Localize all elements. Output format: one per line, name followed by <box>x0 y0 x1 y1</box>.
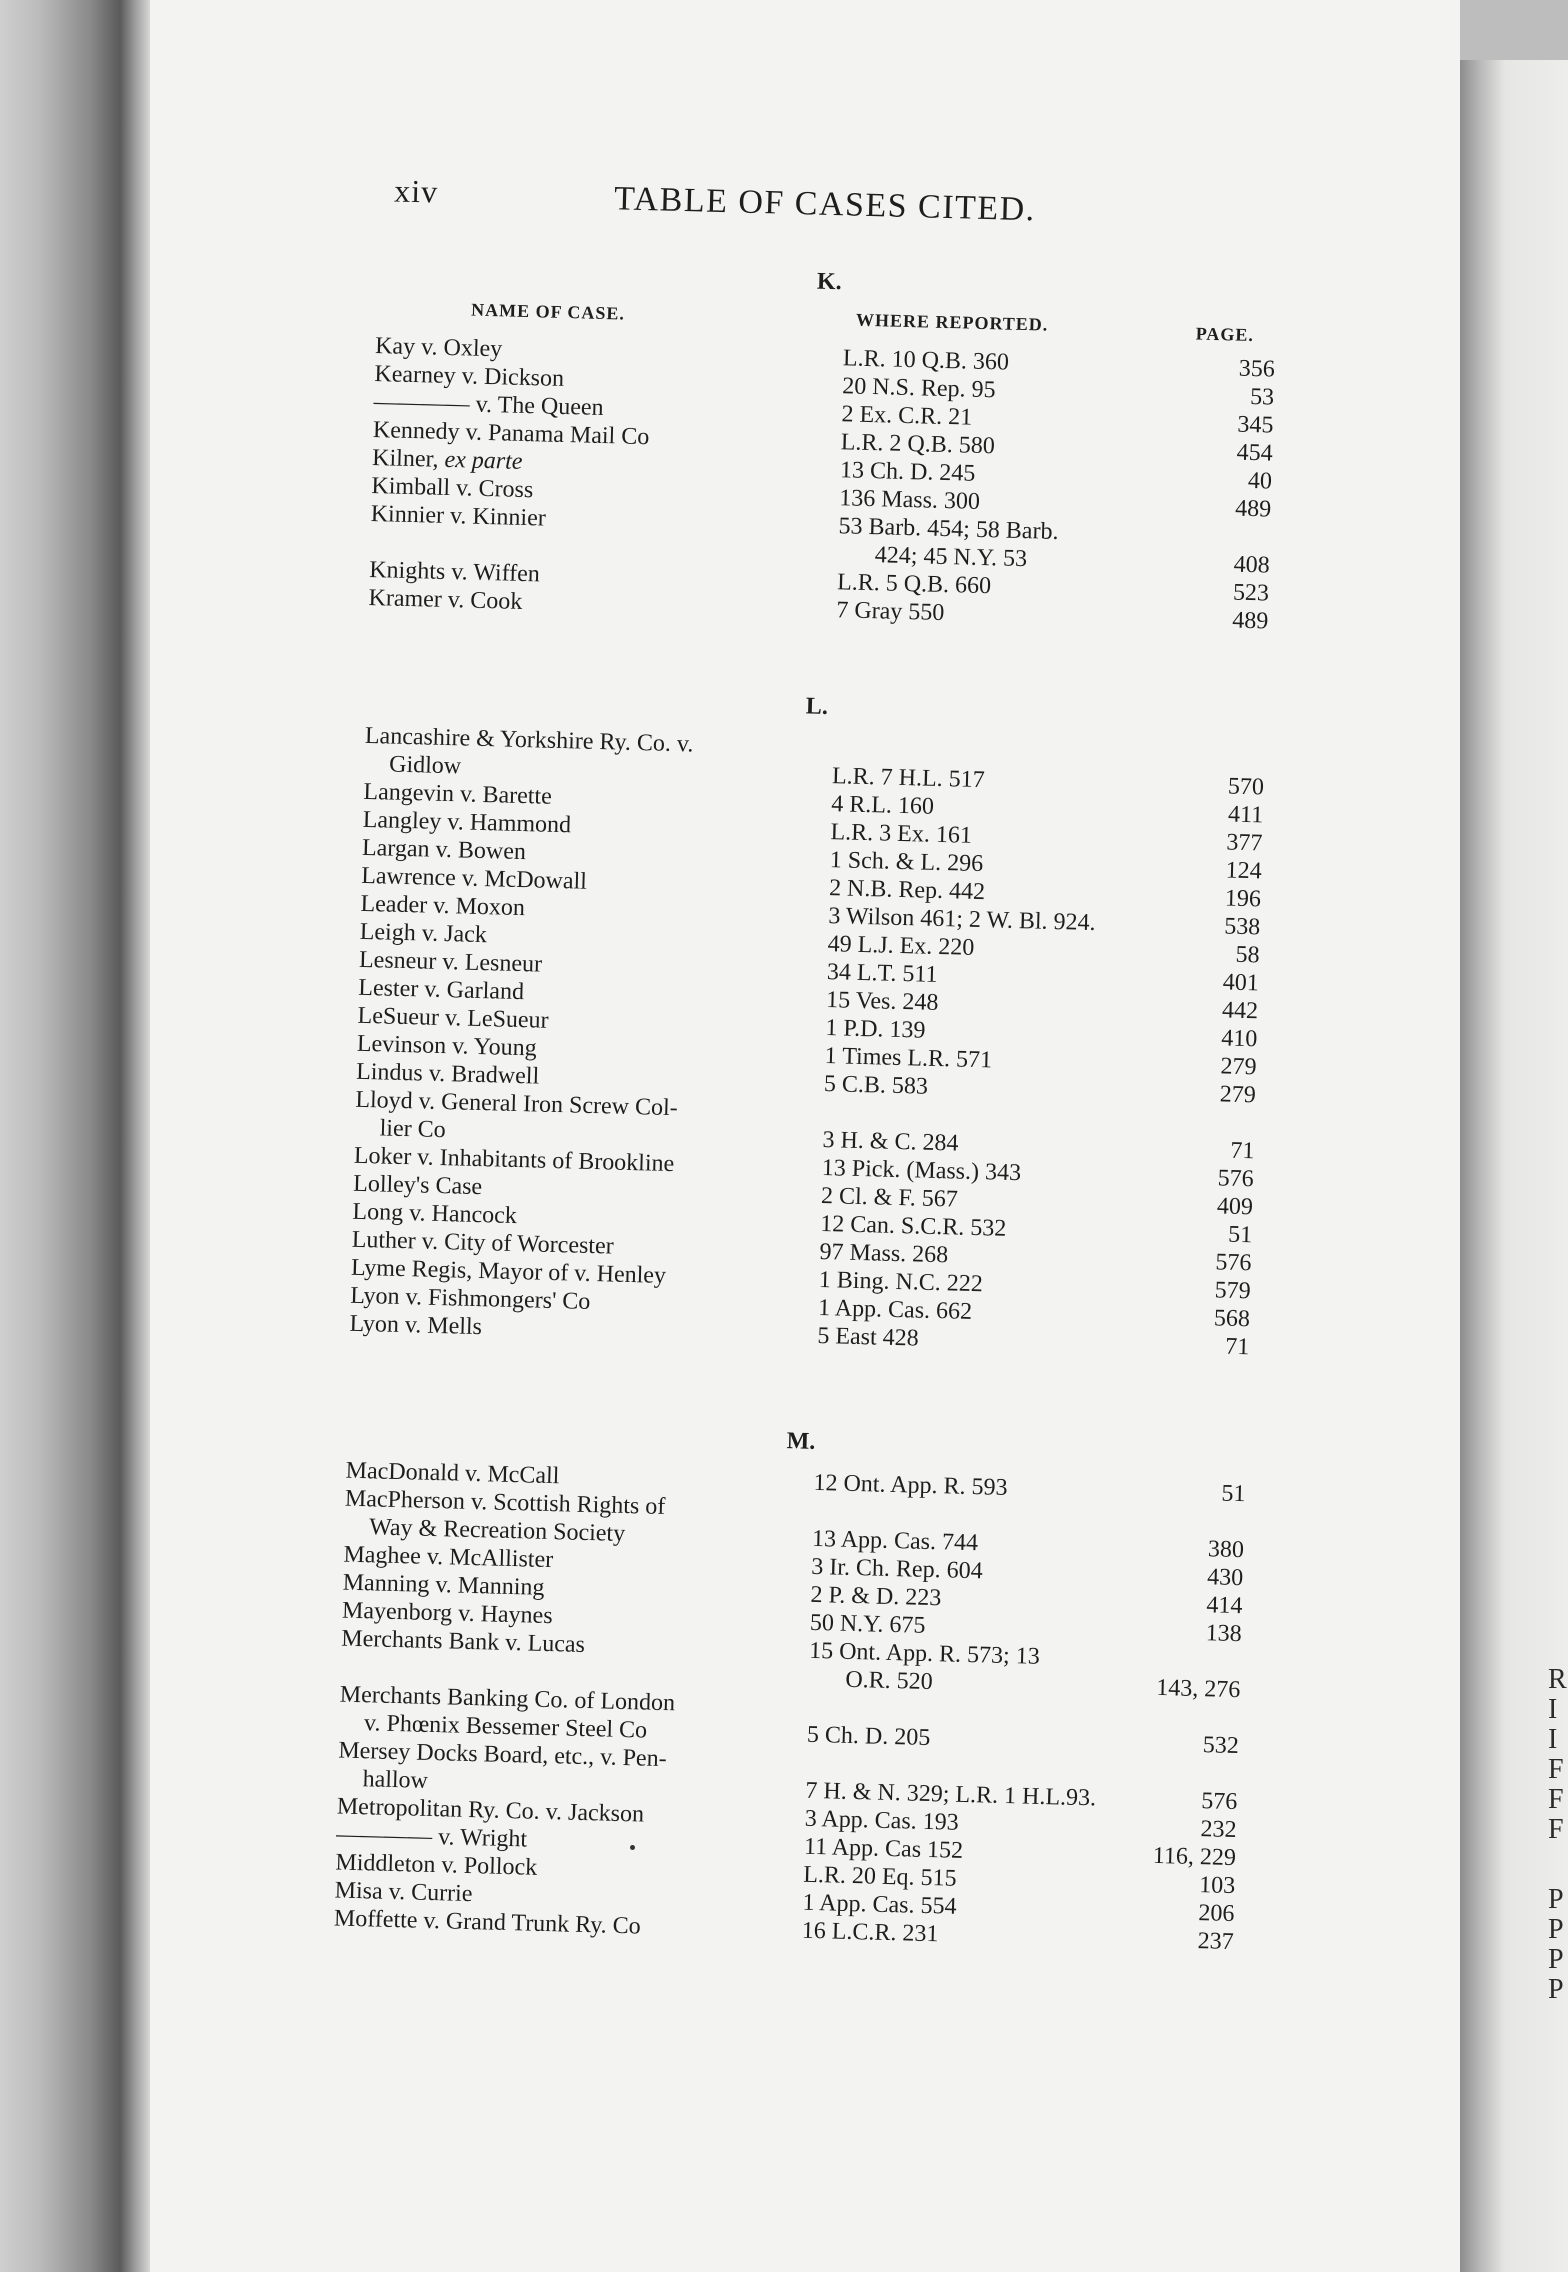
case-reference: L.R. 5 Q.B. 660 <box>836 569 992 600</box>
case-name: Long v. Hancock <box>352 1198 518 1230</box>
case-page: 103 <box>1198 1872 1236 1900</box>
case-page: 196 <box>1224 885 1262 913</box>
case-reference: 50 N.Y. 675 <box>809 1609 926 1639</box>
case-name: Lyon v. Fishmongers' Co <box>349 1282 591 1315</box>
case-reference: 16 L.C.R. 231 <box>801 1917 939 1948</box>
column-page: PAGE. <box>1195 323 1255 346</box>
case-name: Maghee v. McAllister <box>343 1541 554 1574</box>
case-page: 579 <box>1214 1277 1252 1305</box>
case-page: 408 <box>1233 551 1271 579</box>
case-reference: 2 P. & D. 223 <box>810 1581 942 1612</box>
case-page: 138 <box>1205 1620 1243 1648</box>
case-page: 411 <box>1227 801 1264 829</box>
case-name: Lindus v. Bradwell <box>355 1058 540 1090</box>
book-spine <box>0 0 150 2272</box>
case-page: 71 <box>1224 1333 1250 1361</box>
case-name: hallow <box>362 1766 429 1794</box>
case-page: 279 <box>1220 1053 1257 1081</box>
case-page: 401 <box>1222 969 1260 997</box>
case-name: Middleton v. Pollock <box>335 1849 538 1881</box>
case-name: Luther v. City of Worcester <box>351 1226 615 1260</box>
case-name: Leader v. Moxon <box>360 890 526 922</box>
case-name: Kilner, ex parte <box>371 444 523 475</box>
case-name: Kearney v. Dickson <box>374 361 565 392</box>
case-name: Manning v. Manning <box>342 1569 545 1601</box>
case-reference: 3 Wilson 461; 2 W. Bl. 924. <box>828 903 1096 937</box>
case-page: 237 <box>1197 1928 1235 1956</box>
case-page: 232 <box>1200 1816 1237 1844</box>
case-reference: 2 Ex. C.R. 21 <box>841 401 973 431</box>
case-reference: L.R. 20 Eq. 515 <box>802 1861 957 1892</box>
case-name: Langevin v. Barette <box>363 778 553 810</box>
case-name: Kennedy v. Panama Mail Co <box>372 417 650 451</box>
case-name: Kramer v. Cook <box>368 584 523 615</box>
case-reference: 2 Cl. & F. 567 <box>820 1182 959 1213</box>
case-page: 538 <box>1223 913 1261 941</box>
case-name: Misa v. Currie <box>334 1877 473 1908</box>
case-reference: 20 N.S. Rep. 95 <box>841 373 996 404</box>
ink-speck <box>630 1845 635 1850</box>
facing-letter: F <box>1548 1814 1564 1845</box>
case-name: Mersey Docks Board, etc., v. Pen- <box>338 1737 667 1773</box>
case-page: 430 <box>1206 1564 1244 1592</box>
case-name: Loker v. Inhabitants of Brookline <box>353 1142 675 1178</box>
page-number: xiv <box>393 172 439 210</box>
case-name: Langley v. Hammond <box>362 806 572 839</box>
case-page: 124 <box>1225 857 1263 885</box>
case-reference: 1 Bing. N.C. 222 <box>818 1266 984 1298</box>
case-page: 377 <box>1226 829 1263 857</box>
case-page: 116, 229 <box>1152 1842 1237 1872</box>
section-heading-m: M. <box>786 1428 816 1455</box>
case-reference: 34 L.T. 511 <box>826 959 938 988</box>
case-page: 576 <box>1215 1249 1252 1277</box>
case-reference: 12 Ont. App. R. 593 <box>813 1469 1008 1501</box>
case-page: 409 <box>1216 1193 1254 1221</box>
case-reference: 3 Ir. Ch. Rep. 604 <box>811 1553 983 1585</box>
case-reference: 2 N.B. Rep. 442 <box>828 875 986 906</box>
case-name: Kay v. Oxley <box>374 333 503 363</box>
case-page: 442 <box>1221 997 1259 1025</box>
case-page: 40 <box>1247 467 1273 495</box>
case-reference: 1 Sch. & L. 296 <box>829 847 984 878</box>
case-page: 356 <box>1238 355 1276 383</box>
case-page: 454 <box>1236 439 1273 467</box>
case-page: 576 <box>1217 1165 1254 1193</box>
case-name: Knights v. Wiffen <box>368 556 541 588</box>
facing-letter: I <box>1548 1724 1558 1755</box>
case-name: LeSueur v. LeSueur <box>357 1002 549 1034</box>
case-page: 51 <box>1221 1480 1246 1508</box>
case-name: ———— v. Wright <box>335 1821 528 1853</box>
case-page: 345 <box>1237 411 1274 439</box>
case-reference: 15 Ont. App. R. 573; 13 <box>808 1637 1041 1670</box>
case-reference: 4 R.L. 160 <box>830 791 935 820</box>
case-name: Lloyd v. General Iron Screw Col- <box>355 1086 679 1122</box>
case-reference: 3 H. & C. 284 <box>822 1127 959 1157</box>
case-name: Lyon v. Mells <box>349 1310 483 1341</box>
case-page: 143, 276 <box>1155 1674 1241 1704</box>
facing-letter: F <box>1548 1754 1564 1785</box>
case-name: Mayenborg v. Haynes <box>341 1597 553 1630</box>
case-page: 414 <box>1206 1592 1243 1620</box>
case-page: 489 <box>1231 607 1269 635</box>
case-reference: 3 App. Cas. 193 <box>804 1805 960 1836</box>
case-name: Moffette v. Grand Trunk Ry. Co <box>333 1905 642 1940</box>
case-page: 523 <box>1232 579 1270 607</box>
case-name: Merchants Banking Co. of London <box>339 1681 676 1717</box>
facing-letter: R <box>1548 1664 1567 1695</box>
column-where-reported: WHERE REPORTED. <box>855 309 1049 335</box>
facing-letter: I <box>1548 1694 1558 1725</box>
case-reference: 11 App. Cas 152 <box>803 1833 964 1864</box>
case-reference: 15 Ves. 248 <box>825 987 939 1016</box>
case-name: Merchants Bank v. Lucas <box>340 1625 586 1658</box>
case-page: 410 <box>1220 1025 1258 1053</box>
facing-letter: F <box>1548 1784 1564 1815</box>
case-reference: 13 Ch. D. 245 <box>839 457 976 487</box>
case-name: Leigh v. Jack <box>359 918 488 949</box>
facing-letter: P <box>1548 1884 1564 1915</box>
case-reference: 1 App. Cas. 554 <box>802 1889 957 1920</box>
case-reference: L.R. 7 H.L. 517 <box>831 763 986 794</box>
case-reference: L.R. 3 Ex. 161 <box>830 819 973 849</box>
case-reference: 7 Gray 550 <box>836 597 945 627</box>
case-reference: 5 East 428 <box>817 1322 920 1352</box>
case-name: MacDonald v. McCall <box>345 1457 560 1490</box>
case-page: 206 <box>1198 1900 1235 1928</box>
case-reference: 7 H. & N. 329; L.R. 1 H.L.93. <box>805 1777 1097 1812</box>
case-name: Kimball v. Cross <box>371 472 534 504</box>
case-name: MacPherson v. Scottish Rights of <box>344 1485 666 1521</box>
case-page: 568 <box>1213 1305 1251 1333</box>
case-name: Lesneur v. Lesneur <box>358 946 543 978</box>
case-reference: 12 Can. S.C.R. 532 <box>819 1210 1007 1242</box>
column-name-of-case: NAME OF CASE. <box>470 299 626 324</box>
case-page: 53 <box>1249 383 1275 411</box>
case-page: 489 <box>1234 495 1272 523</box>
case-name: Kinnier v. Kinnier <box>370 500 547 532</box>
case-name: Lyme Regis, Mayor of v. Henley <box>350 1254 667 1289</box>
case-name: Levinson v. Young <box>356 1030 537 1062</box>
case-reference: 97 Mass. 268 <box>819 1238 949 1269</box>
case-reference: 53 Barb. 454; 58 Barb. <box>838 513 1059 545</box>
case-name: Largan v. Bowen <box>361 834 527 866</box>
facing-page-letters <box>1548 1665 1567 2005</box>
case-name: Lester v. Garland <box>358 974 525 1006</box>
case-reference: O.R. 520 <box>845 1666 934 1696</box>
case-name: v. Phœnix Bessemer Steel Co <box>363 1710 648 1744</box>
facing-letter: P <box>1548 1914 1564 1945</box>
case-reference: 1 P.D. 139 <box>825 1015 926 1044</box>
case-name: Gidlow <box>388 751 462 780</box>
case-page: 532 <box>1202 1732 1240 1760</box>
case-reference: 1 App. Cas. 662 <box>817 1294 973 1325</box>
case-name: lier Co <box>379 1115 446 1144</box>
page-title: TABLE OF CASES CITED. <box>613 180 1037 229</box>
case-page: 58 <box>1235 941 1260 969</box>
case-reference: L.R. 10 Q.B. 360 <box>842 345 1010 376</box>
section-heading-k: K. <box>816 268 842 296</box>
case-page: 71 <box>1230 1137 1255 1165</box>
case-reference: 1 Times L.R. 571 <box>824 1043 993 1074</box>
case-page: 380 <box>1207 1536 1245 1564</box>
case-page: 279 <box>1219 1081 1257 1109</box>
case-name: ———— v. The Queen <box>373 389 604 422</box>
case-name: Lancashire & Yorkshire Ry. Co. v. <box>364 722 694 758</box>
facing-letter: P <box>1548 1944 1564 1975</box>
case-name: Way & Recreation Society <box>368 1514 626 1547</box>
case-reference: 5 Ch. D. 205 <box>806 1721 931 1752</box>
case-reference: 49 L.J. Ex. 220 <box>827 931 975 961</box>
case-name: Metropolitan Ry. Co. v. Jackson <box>336 1793 645 1828</box>
case-reference: L.R. 2 Q.B. 580 <box>840 429 996 460</box>
facing-letter: P <box>1548 1974 1564 2005</box>
case-page: 51 <box>1227 1221 1253 1249</box>
case-reference: 13 Pick. (Mass.) 343 <box>821 1155 1022 1187</box>
case-reference: 13 App. Cas. 744 <box>811 1525 979 1557</box>
case-name: Lawrence v. McDowall <box>360 862 588 895</box>
section-heading-l: L. <box>805 693 829 721</box>
case-name: Lolley's Case <box>352 1170 483 1201</box>
case-reference: 136 Mass. 300 <box>838 485 981 515</box>
case-reference: 424; 45 N.Y. 53 <box>874 542 1028 573</box>
case-page: 576 <box>1201 1788 1238 1816</box>
case-reference: 5 C.B. 583 <box>823 1071 929 1100</box>
case-page: 570 <box>1227 773 1265 801</box>
